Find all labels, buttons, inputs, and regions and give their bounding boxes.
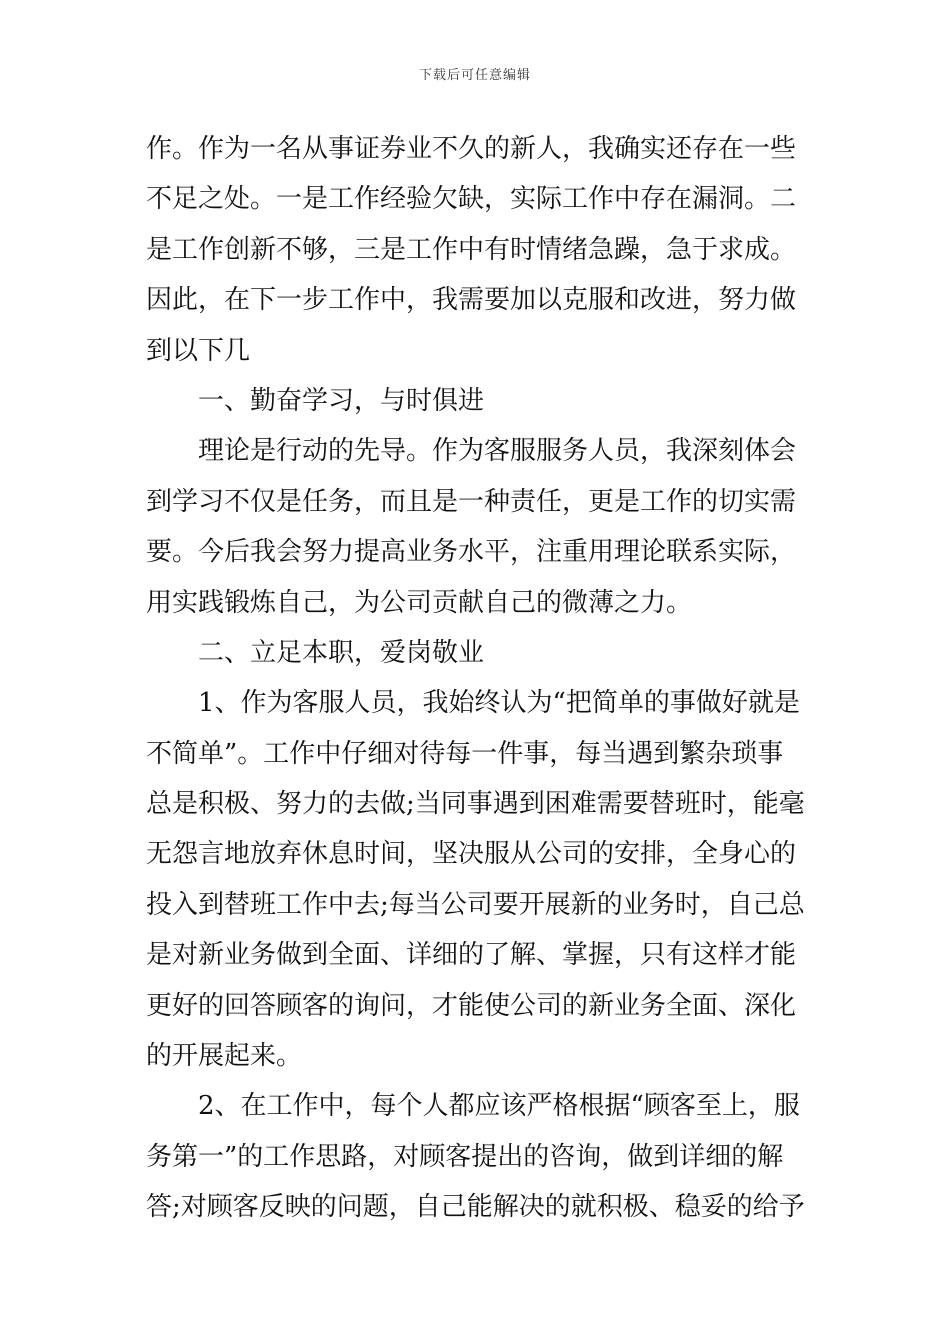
document-body — [146, 124, 808, 1233]
text-line: 是对新业务做到全面、详细的了解、掌握，只有这样才能 — [146, 940, 797, 971]
text-line: 到以下几 — [146, 335, 251, 366]
text-line: 投入到替班工作中去;每当公司要开展新的业务时，自己总 — [146, 889, 805, 920]
text-line: 因此，在下一步工作中，我需要加以克服和改进，努力做 — [146, 285, 797, 316]
text-line: 一、勤奋学习，与时俱进 — [198, 385, 485, 416]
text-line: 到学习不仅是任务，而且是一种责任，更是工作的切实需 — [146, 486, 797, 517]
text-line: 2、在工作中，每个人都应该严格根据“顾客至上，服 — [198, 1091, 800, 1122]
text-line: 的开展起来。 — [146, 1041, 303, 1072]
text-line: 1、作为客服人员，我始终认为“把简单的事做好就是 — [198, 688, 800, 719]
text-line: 用实践锻炼自己，为公司贡献自己的微薄之力。 — [146, 587, 693, 618]
text-line: 不简单”。工作中仔细对待每一件事，每当遇到繁杂琐事 — [146, 738, 784, 769]
page-header-note: 下载后可任意编辑 — [418, 68, 531, 83]
text-line: 理论是行动的先导。作为客服服务人员，我深刻体会 — [198, 436, 797, 467]
text-line: 更好的回答顾客的询问，才能使公司的新业务全面、深化 — [146, 990, 797, 1021]
text-line: 务第一”的工作思路，对顾客提出的咨询，做到详细的解 — [146, 1141, 784, 1172]
text-line: 二、立足本职，爱岗敬业 — [198, 637, 485, 668]
text-line: 不足之处。一是工作经验欠缺，实际工作中存在漏洞。二 — [146, 184, 797, 215]
text-line: 无怨言地放弃休息时间，坚决服从公司的安排，全身心的 — [146, 839, 797, 870]
text-line: 总是积极、努力的去做;当同事遇到困难需要替班时，能毫 — [146, 789, 805, 820]
text-line: 是工作创新不够，三是工作中有时情绪急躁，急于求成。 — [146, 234, 797, 265]
text-line: 要。今后我会努力提高业务水平，注重用理论联系实际， — [146, 537, 797, 568]
text-line: 答;对顾客反映的问题，自己能解决的就积极、稳妥的给予 — [146, 1192, 805, 1223]
text-line: 作。作为一名从事证券业不久的新人，我确实还存在一些 — [146, 134, 797, 164]
